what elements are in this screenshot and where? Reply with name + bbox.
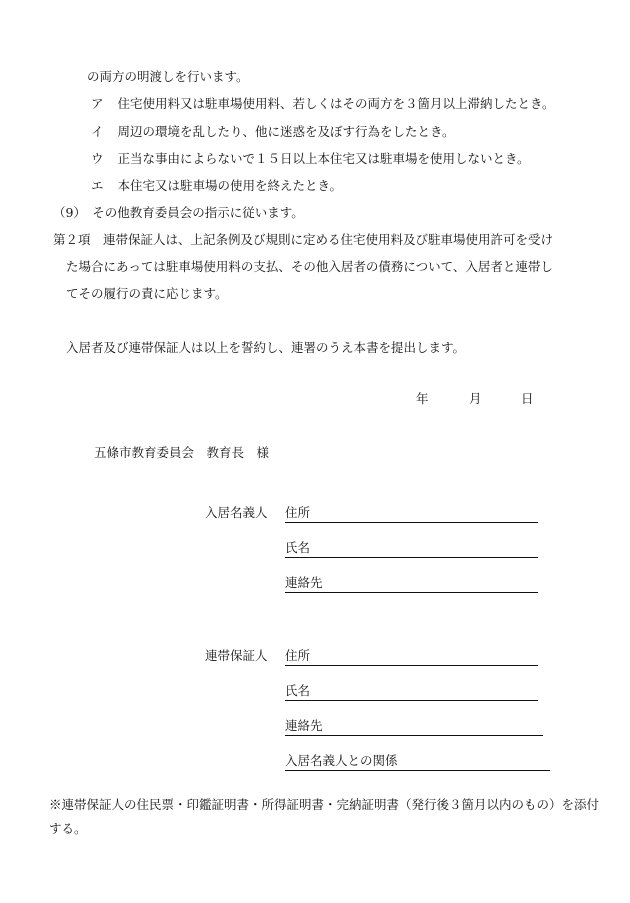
guarantor-contact-field[interactable] xyxy=(285,718,543,736)
date-year-label: 年 xyxy=(416,391,429,406)
item-text: 本住宅又は駐車場の使用を終えたとき。 xyxy=(117,178,343,193)
item-mark: イ xyxy=(91,124,104,139)
item-text: 住宅使用料又は駐車場使用料、若しくはその両方を３箇月以上滞納したとき。 xyxy=(117,96,555,111)
continuation-text: の両方の明渡しを行います。 xyxy=(87,69,249,84)
list-item-e xyxy=(91,178,342,194)
pledge-text: 入居者及び連帯保証人は以上を誓約し、連署のうえ本書を提出します。 xyxy=(66,340,466,355)
guarantor-name-field[interactable] xyxy=(285,683,538,701)
section-2-line-1: 第２項 連帯保証人は、上記条例及び規則に定める住宅使用料及び駐車場使用許可を受け xyxy=(53,232,554,247)
date-month-label: 月 xyxy=(469,391,482,406)
field-label: 住所 xyxy=(285,505,311,520)
field-label: 住所 xyxy=(285,648,311,663)
list-item-i xyxy=(91,124,455,140)
field-label: 氏名 xyxy=(285,683,311,698)
section-2-line-2: た場合にあっては駐車場使用料の支払、その他入居者の債務について、入居者と連帯し xyxy=(66,259,553,274)
section-2-line-3: てその履行の責に応じます。 xyxy=(66,286,228,301)
item-mark: ア xyxy=(91,96,104,111)
tenant-address-field[interactable] xyxy=(285,505,538,523)
item-mark: ウ xyxy=(91,151,104,166)
field-label: 氏名 xyxy=(285,540,311,555)
list-item-a xyxy=(91,96,555,112)
field-label: 連絡先 xyxy=(285,575,323,590)
item-text: 周辺の環境を乱したり、他に迷惑を及ぼす行為をしたとき。 xyxy=(117,124,455,139)
tenant-contact-field[interactable] xyxy=(285,575,538,593)
guarantor-relation-field[interactable] xyxy=(285,753,550,771)
tenant-heading: 入居名義人 xyxy=(205,505,268,520)
tenant-name-field[interactable] xyxy=(285,540,538,558)
date-day-label: 日 xyxy=(521,391,534,406)
list-item-u xyxy=(91,151,530,167)
item-text: 正当な事由によらないで１５日以上本住宅又は駐車場を使用しないとき。 xyxy=(117,151,530,166)
guarantor-heading: 連帯保証人 xyxy=(205,648,268,663)
field-label: 入居名義人との関係 xyxy=(285,753,398,768)
addressee: 五條市教育委員会 教育長 様 xyxy=(94,445,270,460)
attachment-note-line-1: ※連帯保証人の住民票・印鑑証明書・所得証明書・完納証明書（発行後３箇月以内のもの）を添付 xyxy=(49,797,600,812)
item-mark: エ xyxy=(91,178,104,193)
clause-9: （9） その他教育委員会の指示に従います。 xyxy=(53,205,304,220)
attachment-note-line-2: する。 xyxy=(49,821,87,836)
guarantor-address-field[interactable] xyxy=(285,648,538,666)
field-label: 連絡先 xyxy=(285,718,323,733)
